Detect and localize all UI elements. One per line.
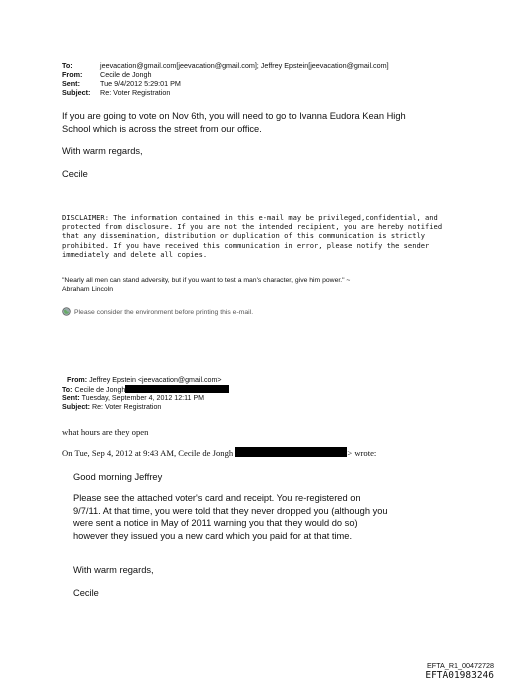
subject-label: Subject: [62,402,90,411]
sent-label: Sent: [62,394,80,403]
para-line: were sent a notice in May of 2011 warning you that they would do so) [73,518,358,528]
quote-intro [62,447,376,459]
disclaimer-line: that any dissemination, distribution or duplication of this communication is strictly [62,231,426,241]
quote-line: Abraham Lincoln [62,285,114,293]
bates-number-1: EFTA_R1_00472728 [427,661,494,670]
to-value: jeevacation@gmail.com[jeevacation@gmail.com]; Jeffrey Epstein[jeevacation@gmail.com] [100,61,389,70]
email2-signature: Cecile [73,588,99,598]
environment-text: Please consider the environment before printing this e-mail. [74,309,254,316]
subject-value: Re: Voter Registration [100,88,171,97]
email2-paragraph [73,492,388,542]
globe-icon [62,307,71,320]
from-row [62,70,389,79]
email1-body [62,110,406,135]
to-row [62,61,389,70]
subject-label: Subject: [62,88,91,97]
environment-note [62,307,253,320]
email1-header [62,61,389,97]
from-row [62,376,229,385]
email1-regards: With warm regards, [62,146,143,156]
disclaimer-line: immediately and delete all copies. [62,249,208,259]
sent-label: Sent: [62,79,80,88]
from-label: From: [62,70,83,79]
greeting: Good morning Jeffrey [73,472,163,482]
email2-header [62,376,229,411]
from-label: From: [67,376,88,384]
para-line: 9/7/11. At that time, you were told that they never dropped you (although you [73,505,388,516]
disclaimer-line: DISCLAIMER: The information contained in this e-mail may be privileged,confidential, and [62,213,438,222]
sent-value: Tuesday, September 4, 2012 12:11 PM [81,394,205,403]
quote [62,277,350,294]
bates-number-2: EFTA01983246 [425,670,494,681]
disclaimer-line: prohibited. If you have received this communication in error, please notify the sender [62,240,430,250]
email2-body: what hours are they open [62,427,149,437]
from-value: Cecile de Jongh [100,70,152,79]
subject-row [62,88,389,97]
quote-line: "Nearly all men can stand adversity, but if you want to test a man's character, give him power." ~ [62,277,351,284]
body-line: If you are going to vote on Nov 6th, you will need to go to Ivanna Eudora Kean High [62,111,406,121]
email1-signature: Cecile [62,169,88,179]
para-line: Please see the attached voter's card and receipt. You re-registered on [73,493,361,503]
to-label: To: [62,61,73,70]
sent-row [62,394,229,403]
quote-intro-suffix: > wrote: [347,448,377,458]
sent-row [62,79,389,88]
to-label: To: [62,385,73,394]
email2-regards: With warm regards, [73,565,154,575]
disclaimer [62,213,442,259]
sent-value: Tue 9/4/2012 5:29:01 PM [100,79,181,88]
to-value: Cecile de Jongh [74,385,126,394]
from-value: Jeffrey Epstein <jeevacation@gmail.com> [89,376,222,384]
subject-row [62,403,229,412]
disclaimer-line: protected from disclosure. If you are not the intended recipient, you are hereby notified [62,222,443,232]
redaction-box [125,385,229,393]
bates-footer [425,661,494,681]
redaction-box [235,447,347,457]
to-row [62,385,229,395]
para-line: however they issued you a new card which you paid for at that time. [73,530,353,541]
subject-value: Re: Voter Registration [91,402,162,411]
quote-intro-prefix: On Tue, Sep 4, 2012 at 9:43 AM, Cecile de Jongh [62,448,234,458]
body-line: School which is across the street from our office. [62,123,262,134]
